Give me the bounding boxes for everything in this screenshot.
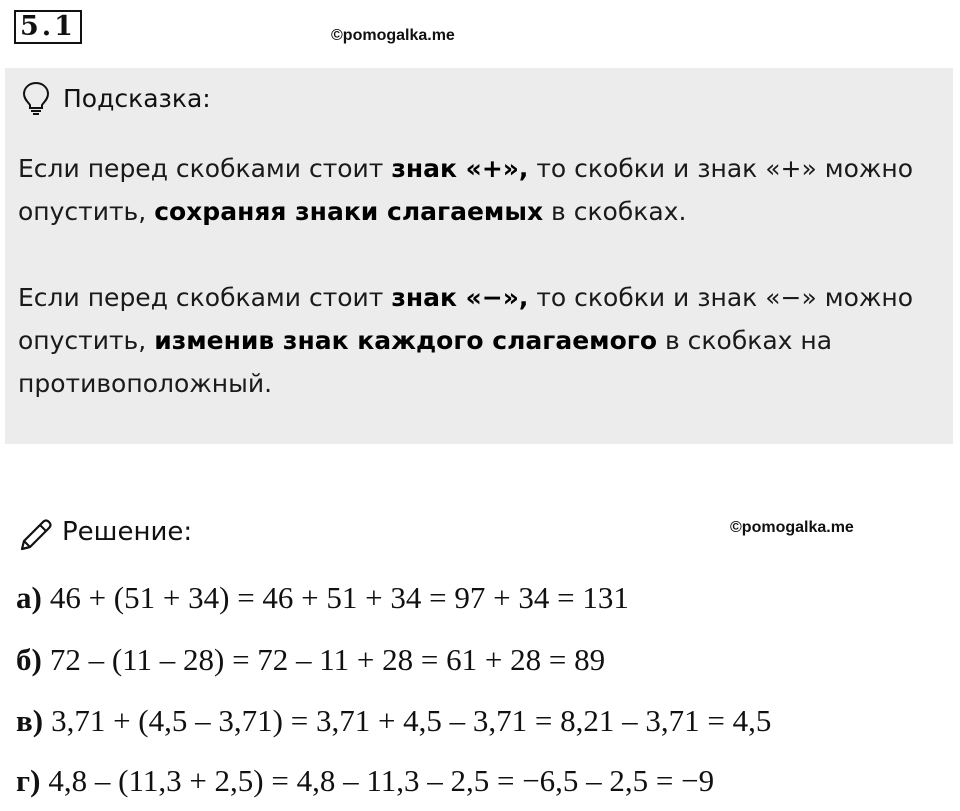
line-expression: 46 + (51 + 34) = 46 + 51 + 34 = 97 + 34 = 131 <box>49 580 629 615</box>
hint-text: то скобки и знак «−» можно опустить, <box>18 283 914 355</box>
hint-text: Если перед скобками стоит <box>18 154 392 183</box>
solution-line-b <box>16 642 605 678</box>
solution-line-c <box>16 703 771 739</box>
hint-emphasis: знак «−», <box>391 283 529 312</box>
line-expression: 72 – (11 – 28) = 72 – 11 + 28 = 61 + 28 = 89 <box>49 642 606 677</box>
solution-line-d <box>16 763 714 799</box>
line-label: б) <box>16 642 42 677</box>
hint-paragraph-minus <box>18 276 948 405</box>
line-label: г) <box>16 763 41 798</box>
pencil-icon <box>16 513 54 551</box>
hint-title: Подсказка: <box>63 83 211 113</box>
solution-title: Решение: <box>62 517 193 547</box>
hint-emphasis: знак «+», <box>391 154 529 183</box>
solution-header <box>16 512 192 552</box>
hint-text: то скобки и знак «+» можно опустить, <box>18 154 914 226</box>
lightbulb-icon <box>21 81 51 115</box>
line-expression: 3,71 + (4,5 – 3,71) = 3,71 + 4,5 – 3,71 = 8,21 – 3,71 = 4,5 <box>51 703 772 738</box>
hint-text: в скобках. <box>543 197 687 226</box>
solution-line-a <box>16 580 629 616</box>
task-number: 5.1 <box>14 10 82 44</box>
hint-emphasis: сохраняя знаки слагаемых <box>154 197 544 226</box>
hint-text: Если перед скобками стоит <box>18 283 392 312</box>
watermark-solution: ©pomogalka.me <box>730 519 854 536</box>
line-expression: 4,8 – (11,3 + 2,5) = 4,8 – 11,3 – 2,5 = −6,5 – 2,5 = −9 <box>48 763 715 798</box>
hint-paragraph-plus <box>18 147 948 233</box>
watermark-top: ©pomogalka.me <box>331 27 455 44</box>
hint-text: в скобках на противоположный. <box>18 326 833 398</box>
line-label: в) <box>16 703 44 738</box>
hint-emphasis: изменив знак каждого слагаемого <box>154 326 658 355</box>
hint-header <box>21 81 211 115</box>
line-label: а) <box>16 580 42 615</box>
hint-box <box>5 68 953 444</box>
